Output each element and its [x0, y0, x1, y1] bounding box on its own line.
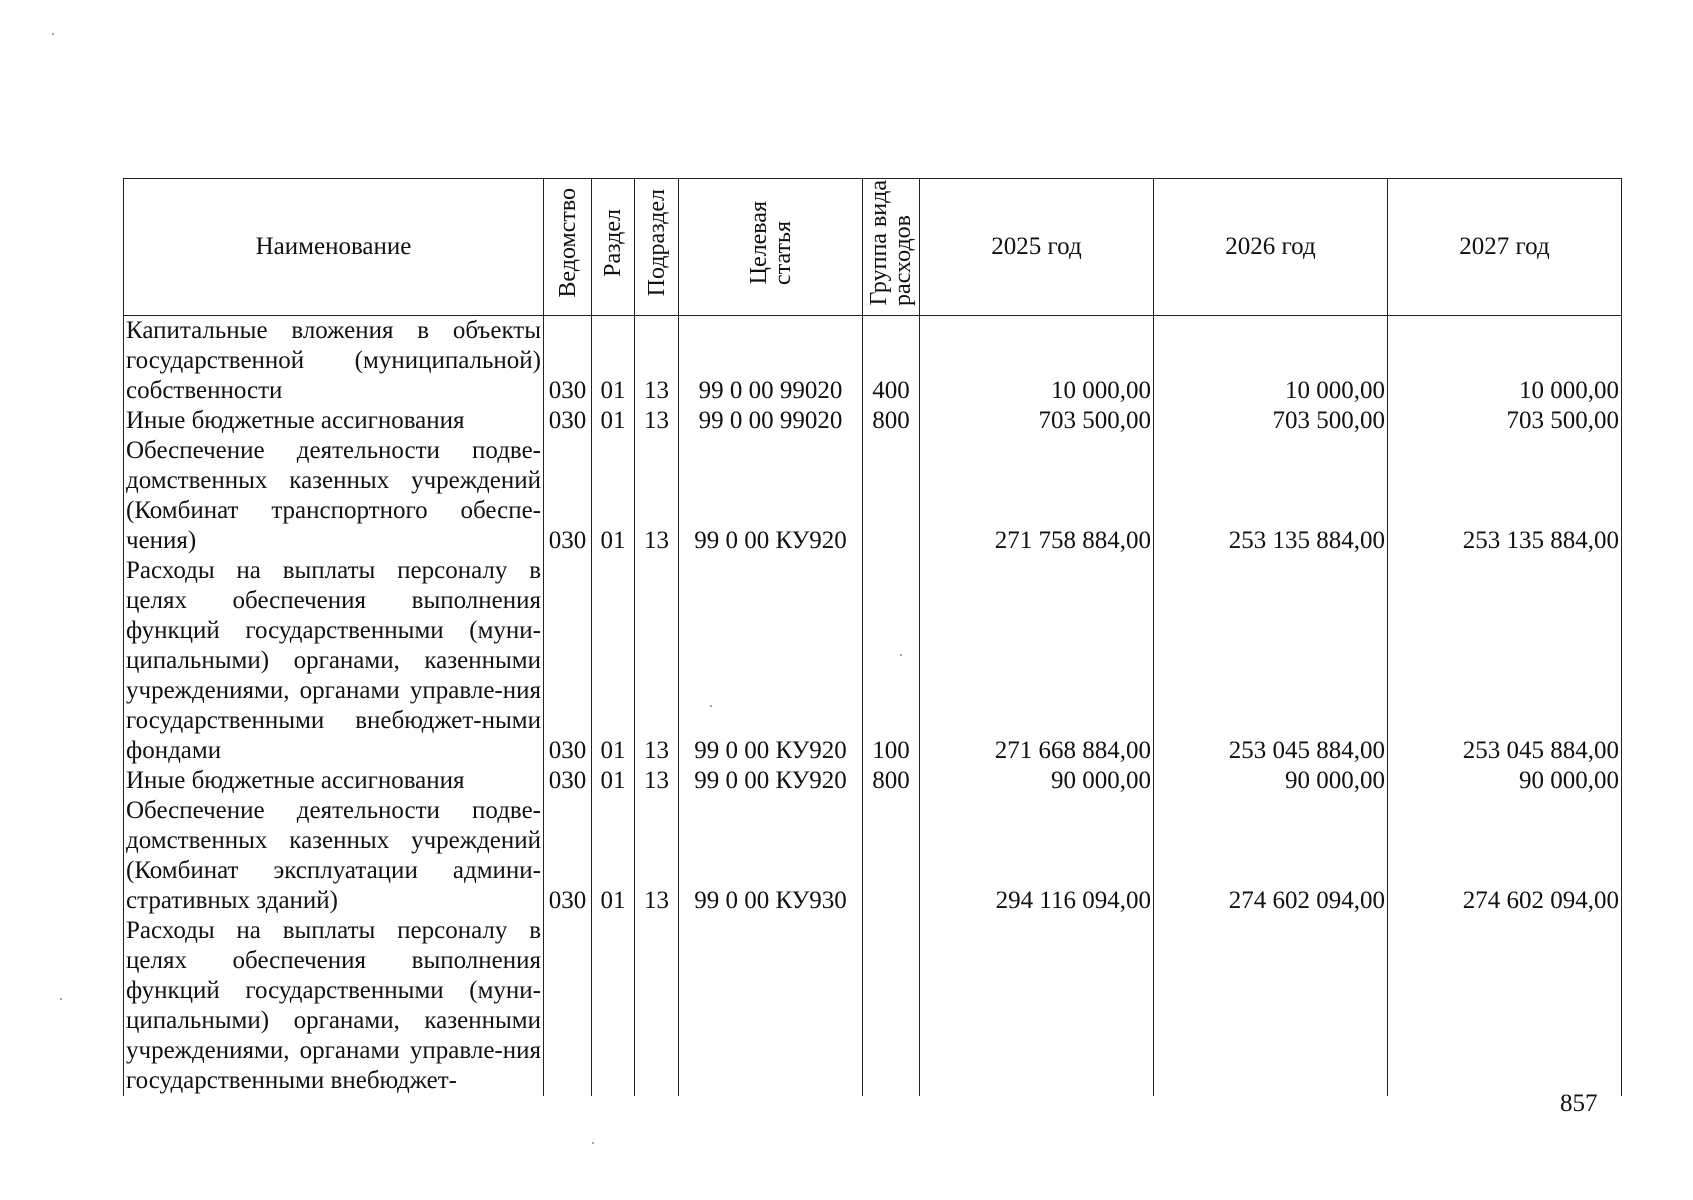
table-row	[124, 316, 1622, 407]
header-expense-group: Группа видарасходов	[863, 179, 920, 316]
row-amount-2027	[1388, 916, 1622, 1096]
row-amount-2026: 10 000,00	[1154, 316, 1388, 407]
row-amount-2026: 703 500,00	[1154, 406, 1388, 436]
row-department: 030	[544, 766, 592, 796]
row-target: 99 0 00 КУ920	[679, 766, 863, 796]
row-amount-2025: 10 000,00	[920, 316, 1154, 407]
row-amount-2027: 703 500,00	[1388, 406, 1622, 436]
row-amount-2025	[920, 916, 1154, 1096]
row-name: Расходы на выплаты персоналу в целях обеспечения выполнения функций государственными (муни-ципальными) органами, казенными учреждениями, органами управле-ния государственными внебюджет-	[124, 916, 544, 1096]
row-name: Иные бюджетные ассигнования	[124, 766, 544, 796]
row-amount-2027: 253 135 884,00	[1388, 436, 1622, 556]
row-subsection: 13	[635, 556, 679, 766]
row-target: 99 0 00 99020	[679, 316, 863, 407]
row-name: Иные бюджетные ассигнования	[124, 406, 544, 436]
header-target: Целеваястатья	[679, 179, 863, 316]
table-row	[124, 796, 1622, 916]
row-expense-group	[863, 916, 920, 1096]
row-subsection	[635, 916, 679, 1096]
row-department: 030	[544, 436, 592, 556]
row-target	[679, 916, 863, 1096]
row-target: 99 0 00 КУ920	[679, 556, 863, 766]
row-department: 030	[544, 556, 592, 766]
row-department	[544, 916, 592, 1096]
row-name: Обеспечение деятельности подве-домственных казенных учреждений (Комбинат транспортного обеспе-чения)	[124, 436, 544, 556]
row-amount-2025: 703 500,00	[920, 406, 1154, 436]
row-subsection: 13	[635, 766, 679, 796]
scan-speck	[52, 33, 54, 35]
table-row	[124, 766, 1622, 796]
row-name: Капитальные вложения в объекты государственной (муниципальной) собственности	[124, 316, 544, 407]
header-subsection: Подраздел	[635, 179, 679, 316]
row-target: 99 0 00 КУ920	[679, 436, 863, 556]
row-expense-group: 800	[863, 766, 920, 796]
row-department: 030	[544, 406, 592, 436]
row-amount-2026: 274 602 094,00	[1154, 796, 1388, 916]
row-amount-2027: 274 602 094,00	[1388, 796, 1622, 916]
page-number: 857	[1560, 1090, 1598, 1117]
row-subsection: 13	[635, 406, 679, 436]
row-section: 01	[592, 556, 635, 766]
row-department: 030	[544, 316, 592, 407]
row-amount-2027: 10 000,00	[1388, 316, 1622, 407]
header-name: Наименование	[124, 179, 544, 316]
row-expense-group: 400	[863, 316, 920, 407]
row-name: Расходы на выплаты персоналу в целях обеспечения выполнения функций государственными (муни-ципальными) органами, казенными учреждениями, органами управле-ния государственными внебюджет-ными фондами	[124, 556, 544, 766]
scan-speck	[900, 654, 902, 656]
row-section	[592, 916, 635, 1096]
table-row	[124, 406, 1622, 436]
row-section: 01	[592, 766, 635, 796]
scan-speck	[60, 998, 62, 1000]
row-amount-2025: 294 116 094,00	[920, 796, 1154, 916]
row-expense-group	[863, 796, 920, 916]
table-body	[124, 316, 1622, 1097]
row-amount-2026: 90 000,00	[1154, 766, 1388, 796]
header-section: Раздел	[592, 179, 635, 316]
scan-speck	[592, 1142, 594, 1144]
scan-speck	[710, 705, 712, 707]
row-subsection: 13	[635, 796, 679, 916]
row-amount-2026: 253 135 884,00	[1154, 436, 1388, 556]
header-row	[124, 179, 1622, 316]
row-amount-2026: 253 045 884,00	[1154, 556, 1388, 766]
table-header	[124, 179, 1622, 316]
table-row	[124, 556, 1622, 766]
row-section: 01	[592, 796, 635, 916]
row-expense-group: 800	[863, 406, 920, 436]
row-subsection: 13	[635, 436, 679, 556]
row-amount-2026	[1154, 916, 1388, 1096]
row-subsection: 13	[635, 316, 679, 407]
row-target: 99 0 00 КУ930	[679, 796, 863, 916]
row-target: 99 0 00 99020	[679, 406, 863, 436]
budget-table	[123, 178, 1622, 1096]
header-year-2026: 2026 год	[1154, 179, 1388, 316]
row-amount-2025: 271 668 884,00	[920, 556, 1154, 766]
header-department: Ведомство	[544, 179, 592, 316]
table-row	[124, 916, 1622, 1096]
header-year-2027: 2027 год	[1388, 179, 1622, 316]
row-amount-2025: 271 758 884,00	[920, 436, 1154, 556]
table-row	[124, 436, 1622, 556]
row-amount-2027: 253 045 884,00	[1388, 556, 1622, 766]
row-expense-group: 100	[863, 556, 920, 766]
header-year-2025: 2025 год	[920, 179, 1154, 316]
row-amount-2025: 90 000,00	[920, 766, 1154, 796]
row-section: 01	[592, 406, 635, 436]
row-name: Обеспечение деятельности подве-домственных казенных учреждений (Комбинат эксплуатации админи-стративных зданий)	[124, 796, 544, 916]
row-department: 030	[544, 796, 592, 916]
row-amount-2027: 90 000,00	[1388, 766, 1622, 796]
row-expense-group	[863, 436, 920, 556]
row-section: 01	[592, 436, 635, 556]
row-section: 01	[592, 316, 635, 407]
